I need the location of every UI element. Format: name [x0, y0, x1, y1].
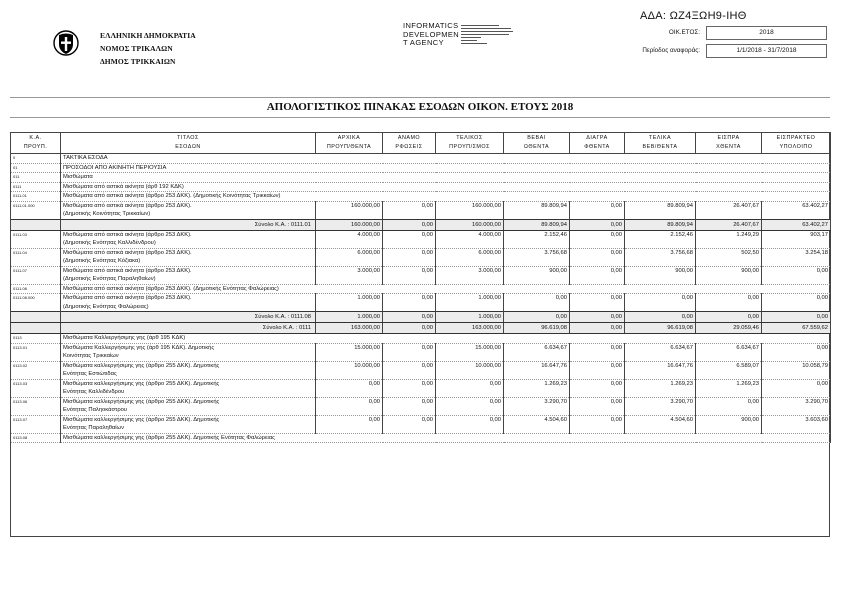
row-value: 160.000,00 — [436, 219, 504, 230]
row-value: 0,00 — [570, 294, 625, 312]
row-value: 89.809,94 — [504, 219, 570, 230]
column-header-line: ΕΣΟΔΩΝ — [175, 144, 201, 150]
row-value: 16.647,76 — [504, 361, 570, 379]
row-value: 160.000,00 — [316, 201, 383, 219]
table-row — [11, 323, 831, 334]
row-sum-title: Σύνολο Κ.Α. : 0111 — [61, 323, 316, 334]
row-value: 3.254,18 — [762, 248, 831, 266]
row-value: 0,00 — [383, 361, 436, 379]
row-value: 0,00 — [570, 323, 625, 334]
row-value: 1.269,23 — [625, 379, 696, 397]
row-value: 3.000,00 — [316, 266, 383, 284]
row-value: 900,00 — [696, 415, 762, 433]
column-header-line: ΦΘΕΝΤΑ — [584, 144, 610, 150]
row-value: 160.000,00 — [316, 219, 383, 230]
table-row — [11, 182, 831, 192]
row-title-line: Ενότητας Παληοκάστρου — [63, 407, 128, 413]
column-header — [696, 133, 762, 154]
ada-code: ΑΔΑ: ΩΖ4ΞΩΗ9-ΙΗΘ — [640, 10, 747, 22]
row-title-line: Μισθώματα από αστικά ακίνητα (άρθρο 253 ΔΚΚ). — [63, 202, 192, 209]
row-title: Μισθώματα Καλλιεργήσιμης γης (άρθ 195 ΚΔΚ) — [61, 334, 831, 344]
row-value: 0,00 — [383, 323, 436, 334]
column-header-line: Κ.Α. — [29, 135, 42, 141]
row-code: 0113.03 — [11, 379, 61, 397]
row-value: 29.059,46 — [696, 323, 762, 334]
column-header-line: ΤΕΛΙΚΟΣ — [456, 135, 483, 141]
column-header-line: ΔΙΑΓΡΑ — [586, 135, 608, 141]
row-title — [61, 266, 316, 284]
column-header-line: ΥΠΟΛΟΙΠΟ — [779, 144, 813, 150]
column-header-line: ΡΦΩΣΕΙΣ — [395, 144, 423, 150]
table-row — [11, 154, 831, 164]
row-value: 0,00 — [570, 343, 625, 361]
row-value: 0,00 — [383, 343, 436, 361]
row-value: 0,00 — [762, 343, 831, 361]
table-row — [11, 294, 831, 312]
column-header-line: ΤΕΛΙΚΑ — [648, 135, 672, 141]
row-title — [61, 201, 316, 219]
column-header-line: ΒΕΒ/ΘΕΝΤΑ — [642, 144, 678, 150]
row-value: 0,00 — [570, 230, 625, 248]
row-value: 6.634,67 — [504, 343, 570, 361]
row-title-line: (Δημοτικής Κοινότητας Τρικκαίων) — [63, 211, 151, 217]
row-title-line: Ενότητας Καλλιδένδρου — [63, 389, 125, 395]
row-title-line: (Δημοτικής Ενότητας Καλλιδένδρου) — [63, 240, 156, 246]
row-value: 1.000,00 — [436, 312, 504, 323]
row-title — [61, 343, 316, 361]
column-header-line: ΠΡΟΥΠ/ΣΜΟΣ — [449, 144, 490, 150]
row-value: 6.000,00 — [316, 248, 383, 266]
row-value: 0,00 — [504, 312, 570, 323]
column-header — [383, 133, 436, 154]
row-value: 163.000,00 — [436, 323, 504, 334]
row-value: 0,00 — [383, 397, 436, 415]
row-title-line: Μισθώματα καλλιεργήσιμης γης (άρθρο 255 ΔΚΚ). Δημοτικής — [63, 398, 220, 405]
row-code: 0111 — [11, 182, 61, 192]
row-value: 903,17 — [762, 230, 831, 248]
row-title: Μισθώματα από αστικά ακίνητα (άρθρο 253 ΔΚΚ). (Δημοτικής Ενότητας Φαλώρειας) — [61, 284, 831, 294]
row-value: 6.634,67 — [625, 343, 696, 361]
column-header-line: ΩΘΕΝΤΑ — [523, 144, 550, 150]
developer-line-3: T AGENCY — [403, 38, 444, 47]
row-value: 0,00 — [383, 230, 436, 248]
row-value: 3.756,68 — [504, 248, 570, 266]
table-row — [11, 397, 831, 415]
row-title-line: Μισθώματα καλλιεργήσιμης γης (άρθρο 255 ΔΚΚ). Δημοτικής — [63, 416, 220, 423]
row-value: 96.619,08 — [504, 323, 570, 334]
row-value: 1.000,00 — [316, 312, 383, 323]
table-row — [11, 433, 831, 443]
table-row — [11, 219, 831, 230]
column-header — [570, 133, 625, 154]
title-rule-top — [10, 97, 830, 98]
row-title-line: Μισθώματα καλλιεργήσιμης γης (άρθρο 255 ΔΚΚ). Δημοτικής — [63, 380, 220, 387]
gov-line-prefecture: ΝΟΜΟΣ ΤΡΙΚΑΛΩΝ — [100, 44, 173, 53]
row-title-line: Μισθώματα από αστικά ακίνητα (άρθρο 253 ΔΚΚ). — [63, 267, 192, 274]
row-title-line: (Δημοτικής Ενότητας Κόζιακα) — [63, 258, 141, 264]
row-title — [61, 397, 316, 415]
column-header — [61, 133, 316, 154]
row-value: 0,00 — [570, 266, 625, 284]
row-sum-title: Σύνολο Κ.Α. : 0111.01 — [61, 219, 316, 230]
row-title — [61, 294, 316, 312]
row-code: 0111.03 — [11, 230, 61, 248]
row-value: 3.756,68 — [625, 248, 696, 266]
row-value: 0,00 — [570, 397, 625, 415]
row-value: 89.809,94 — [625, 201, 696, 219]
column-header-line: ΠΡΟΥΠ. — [23, 144, 48, 150]
table-row — [11, 266, 831, 284]
row-code — [11, 323, 61, 334]
row-value: 900,00 — [504, 266, 570, 284]
row-code: 0113 — [11, 334, 61, 344]
row-value: 3.603,60 — [762, 415, 831, 433]
row-value: 89.809,94 — [504, 201, 570, 219]
table-row — [11, 192, 831, 202]
row-code — [11, 312, 61, 323]
row-value: 0,00 — [570, 379, 625, 397]
column-header — [11, 133, 61, 154]
row-value: 3.290,70 — [762, 397, 831, 415]
row-title-line: Ενότητας Παραληθαίων — [63, 425, 124, 431]
report-title: ΑΠΟΛΟΓΙΣΤΙΚΟΣ ΠΙΝΑΚΑΣ ΕΣΟΔΩΝ ΟΙΚΟΝ. ΕΤΟΥΣ 2018 — [266, 101, 574, 113]
row-title-line: Μισθώματα Καλλιεργήσιμης γης (άρθ 195 ΚΔΚ). Δημοτικής — [63, 344, 215, 351]
row-value: 6.589,07 — [696, 361, 762, 379]
gov-line-municipality: ΔΗΜΟΣ ΤΡΙΚΚΑΙΩΝ — [100, 57, 176, 66]
row-value: 6.634,67 — [696, 343, 762, 361]
row-code: 0111.07 — [11, 266, 61, 284]
column-header-line: ΒΕΒΑΙ — [527, 135, 546, 141]
row-value: 0,00 — [383, 219, 436, 230]
row-sum-title: Σύνολο Κ.Α. : 0111.08 — [61, 312, 316, 323]
row-value: 0,00 — [696, 397, 762, 415]
row-title-line: Μισθώματα από αστικά ακίνητα (άρθρο 253 ΔΚΚ). — [63, 249, 192, 256]
row-value: 16.647,76 — [625, 361, 696, 379]
developer-line-1: INFORMATICS — [403, 21, 459, 30]
column-header-line: ΕΙΣΠΡΑΚΤΕΟ — [776, 135, 816, 141]
row-value: 0,00 — [570, 415, 625, 433]
row-title-line: (Δημοτικής Ενότητας Φαλώρειας) — [63, 303, 149, 310]
row-code: 011 — [11, 173, 61, 183]
row-code: 0113.06 — [11, 397, 61, 415]
row-code: 0113.01 — [11, 343, 61, 361]
row-code: 0113.07 — [11, 415, 61, 433]
row-value: 63.402,27 — [762, 201, 831, 219]
row-code: 0111.01 — [11, 192, 61, 202]
row-value: 0,00 — [570, 201, 625, 219]
row-value: 0,00 — [570, 312, 625, 323]
row-value: 4.000,00 — [316, 230, 383, 248]
row-title — [61, 415, 316, 433]
row-value: 67.559,62 — [762, 323, 831, 334]
column-header-line: ΤΙΤΛΟΣ — [177, 135, 199, 141]
row-value: 10.000,00 — [436, 361, 504, 379]
hellenic-republic-emblem-icon — [53, 29, 79, 57]
row-title: Μισθώματα καλλιεργήσιμης γης (άρθρο 255 ΔΚΚ). Δημοτικής Ενότητας Φαλώρειας — [61, 433, 831, 443]
row-value: 10.000,00 — [316, 361, 383, 379]
column-header — [762, 133, 831, 154]
row-value: 0,00 — [625, 294, 696, 312]
column-header — [504, 133, 570, 154]
row-code: 0111.08.000 — [11, 294, 61, 312]
row-value: 0,00 — [436, 397, 504, 415]
row-value: 0,00 — [383, 248, 436, 266]
row-title-line: Ενότητας Εστιώτιδας — [63, 371, 117, 377]
row-value: 0,00 — [504, 294, 570, 312]
row-title-line: Μισθώματα από αστικά ακίνητα (άρθρο 253 ΔΚΚ). — [63, 231, 192, 238]
gov-line-country: ΕΛΛΗΝΙΚΗ ΔΗΜΟΚΡΑΤΙΑ — [100, 31, 196, 40]
row-value: 3.290,70 — [625, 397, 696, 415]
row-value: 3.290,70 — [504, 397, 570, 415]
row-title — [61, 230, 316, 248]
column-header — [316, 133, 383, 154]
period-field: 1/1/2018 - 31/7/2018 — [706, 44, 827, 58]
table-row — [11, 201, 831, 219]
row-value: 0,00 — [383, 266, 436, 284]
row-value: 26.407,67 — [696, 219, 762, 230]
row-title — [61, 248, 316, 266]
row-value: 1.249,29 — [696, 230, 762, 248]
row-value: 0,00 — [762, 312, 831, 323]
row-title: Μισθώματα από αστικά ακίνητα (άρθ 192 ΚΔΚ) — [61, 182, 831, 192]
column-header-line: ΑΝΑΜΟ — [397, 135, 421, 141]
column-header-line: ΕΙΣΠΡΑ — [717, 135, 740, 141]
row-title: ΤΑΚΤΙΚΑ ΕΣΟΔΑ — [61, 154, 831, 164]
row-value: 4.504,60 — [504, 415, 570, 433]
table-row — [11, 379, 831, 397]
developer-fineprint — [461, 23, 516, 57]
table-row — [11, 415, 831, 433]
period-label: Περίοδος αναφοράς: — [642, 47, 700, 54]
row-value: 10.058,79 — [762, 361, 831, 379]
row-value: 15.000,00 — [436, 343, 504, 361]
row-value: 3.000,00 — [436, 266, 504, 284]
title-rule-bottom — [10, 117, 830, 118]
table-row — [11, 284, 831, 294]
row-value: 0,00 — [383, 415, 436, 433]
row-value: 2.152,46 — [504, 230, 570, 248]
row-title-line: (Δημοτικής Ενότητας Παραληθαίων) — [63, 276, 156, 282]
row-value: 89.809,94 — [625, 219, 696, 230]
row-value: 0,00 — [383, 312, 436, 323]
row-title-line: Κοινότητας Τρικκαίων — [63, 353, 119, 359]
row-value: 0,00 — [436, 415, 504, 433]
row-value: 96.619,08 — [625, 323, 696, 334]
table-row — [11, 173, 831, 183]
row-value: 0,00 — [570, 361, 625, 379]
row-value: 0,00 — [762, 379, 831, 397]
column-header-line: ΠΡΟΥΠ/ΘΕΝΤΑ — [326, 144, 372, 150]
row-value: 6.000,00 — [436, 248, 504, 266]
row-value: 0,00 — [696, 312, 762, 323]
row-value: 0,00 — [383, 294, 436, 312]
developer-logo-text — [403, 22, 459, 48]
row-value: 0,00 — [762, 266, 831, 284]
row-code: 01 — [11, 163, 61, 173]
row-code — [11, 219, 61, 230]
table-row — [11, 230, 831, 248]
developer-line-2: DEVELOPMEN — [403, 29, 460, 39]
table-row — [11, 163, 831, 173]
row-code: 0 — [11, 154, 61, 164]
column-header — [625, 133, 696, 154]
row-value: 4.000,00 — [436, 230, 504, 248]
row-title-line: Μισθώματα από αστικά ακίνητα (άρθρο 253 ΔΚΚ). — [63, 295, 192, 301]
row-value: 0,00 — [436, 379, 504, 397]
row-code: 0113.08 — [11, 433, 61, 443]
row-value: 0,00 — [383, 379, 436, 397]
revenue-table — [10, 132, 831, 443]
row-value: 26.407,67 — [696, 201, 762, 219]
column-header — [436, 133, 504, 154]
row-value: 2.152,46 — [625, 230, 696, 248]
row-value: 1.000,00 — [316, 294, 383, 312]
table-row — [11, 312, 831, 323]
table-row — [11, 343, 831, 361]
row-value: 502,50 — [696, 248, 762, 266]
row-value: 900,00 — [625, 266, 696, 284]
column-header-line: ΧΘΕΝΤΑ — [716, 144, 741, 150]
row-value: 0,00 — [625, 312, 696, 323]
row-title: Μισθώματα — [61, 173, 831, 183]
row-value: 0,00 — [383, 201, 436, 219]
row-value: 163.000,00 — [316, 323, 383, 334]
row-value: 1.269,23 — [504, 379, 570, 397]
row-title-line: Μισθώματα καλλιεργήσιμης γης (άρθρο 255 ΔΚΚ). Δημοτικής — [63, 362, 220, 369]
table-row — [11, 248, 831, 266]
fiscal-year-label: ΟΙΚ.ΕΤΟΣ: — [668, 29, 700, 36]
row-code: 0111.04 — [11, 248, 61, 266]
column-header-line: ΑΡΧΙΚΑ — [337, 135, 361, 141]
row-value: 0,00 — [316, 415, 383, 433]
row-value: 15.000,00 — [316, 343, 383, 361]
row-code: 0111.01.000 — [11, 201, 61, 219]
row-value: 900,00 — [696, 266, 762, 284]
table-row — [11, 334, 831, 344]
row-value: 0,00 — [316, 379, 383, 397]
row-value: 1.269,23 — [696, 379, 762, 397]
row-value: 4.504,60 — [625, 415, 696, 433]
row-value: 0,00 — [570, 219, 625, 230]
fiscal-year-field: 2018 — [706, 26, 827, 40]
row-value: 0,00 — [316, 397, 383, 415]
row-title — [61, 361, 316, 379]
row-title — [61, 379, 316, 397]
row-title: Μισθώματα από αστικά ακίνητα (άρθρο 253 ΔΚΚ). (Δημοτικής Κοινότητας Τρικκαίων) — [61, 192, 831, 202]
row-title: ΠΡΟΣΟΔΟΙ ΑΠΟ ΑΚΙΝΗΤΗ ΠΕΡΙΟΥΣΙΑ — [61, 163, 831, 173]
row-code: 0113.02 — [11, 361, 61, 379]
table-row — [11, 361, 831, 379]
row-value: 0,00 — [762, 294, 831, 312]
row-code: 0111.08 — [11, 284, 61, 294]
row-value: 160.000,00 — [436, 201, 504, 219]
row-value: 1.000,00 — [436, 294, 504, 312]
row-value: 63.402,27 — [762, 219, 831, 230]
row-value: 0,00 — [696, 294, 762, 312]
row-value: 0,00 — [570, 248, 625, 266]
